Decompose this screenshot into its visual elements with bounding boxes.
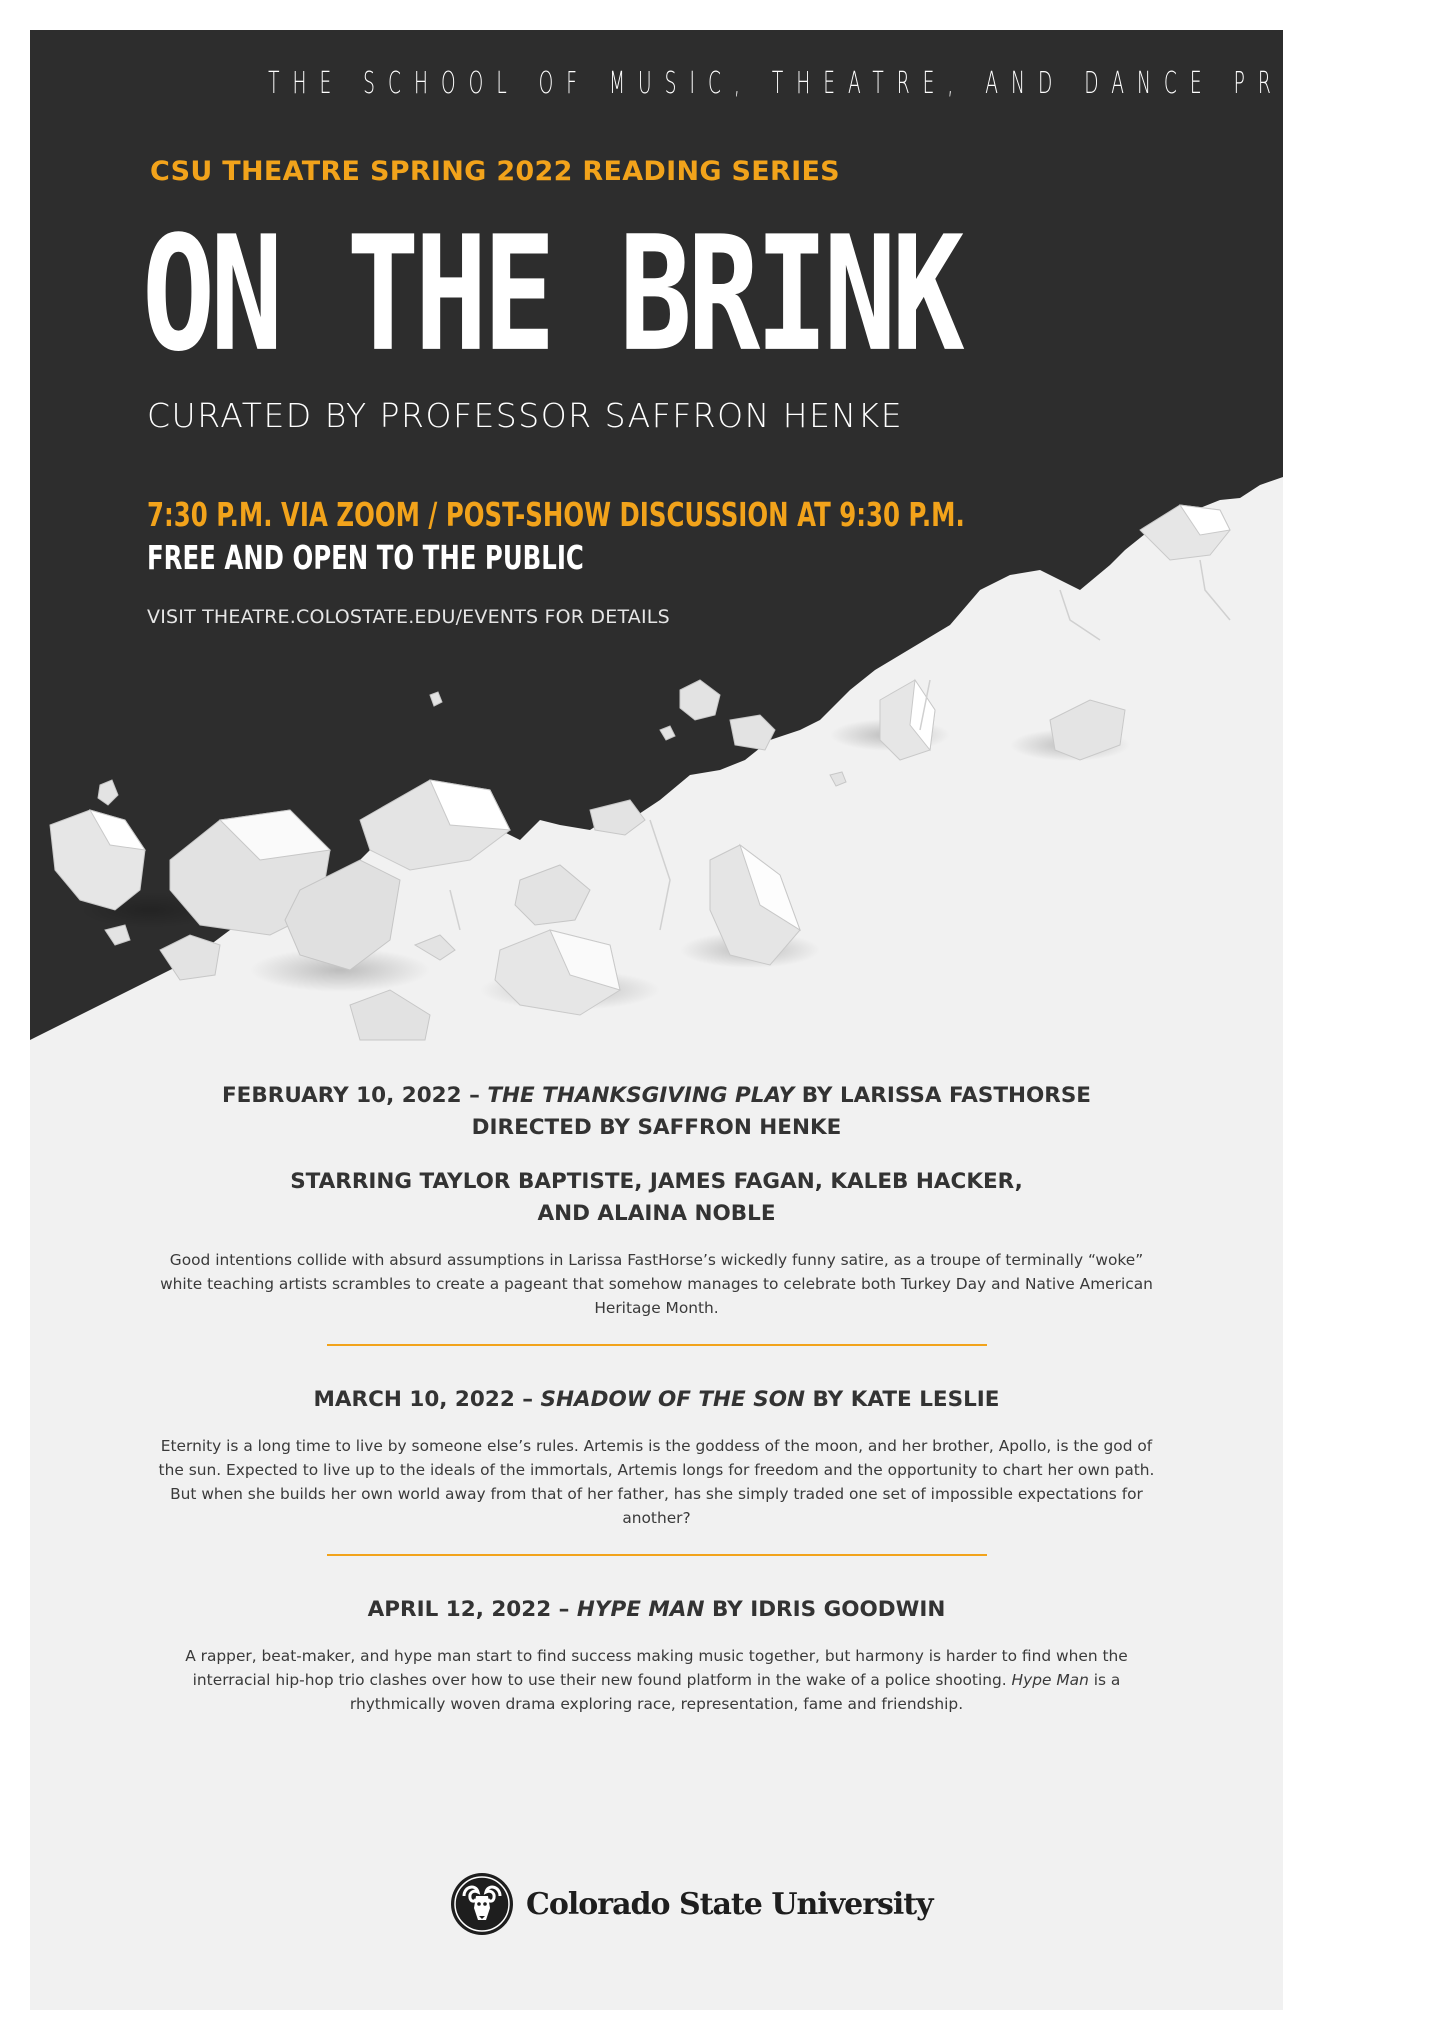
play-title: SHADOW OF THE SON [540,1387,805,1412]
rock [515,865,590,925]
event-date: FEBRUARY 10, 2022 – [222,1083,488,1108]
event-3 [30,1594,1283,1716]
description-text: is a rhythmically woven drama exploring race, representation, fame and friendship. [349,1671,1121,1713]
events-list [30,1080,1283,1716]
description-text: A rapper, beat-maker, and hype man start to find success making music together, but harmony is harder to find when the interracial hip-hop trio clashes over how to use their new found platform in the wake of a police shooting. [185,1647,1128,1689]
event-date: MARCH 10, 2022 – [313,1387,541,1412]
event-2 [30,1384,1283,1530]
event-heading [30,1080,1283,1112]
event-description: Good intentions collide with absurd assumptions in Larissa FastHorse’s wickedly funny satire, as a troupe of terminally “woke” white teaching artists scrambles to create a pageant that somehow manages to celebrate both Turkey Day and Native American Heritage Month. [160,1251,1153,1317]
event-heading [30,1384,1283,1416]
event-time: 7:30 P.M. VIA ZOOM / POST-SHOW DISCUSSION AT 9:30 P.M. [147,495,965,534]
presenter-line: THE SCHOOL OF MUSIC, THEATRE, AND DANCE PRESENTS [268,66,1434,101]
play-author: BY IDRIS GOODWIN [704,1597,946,1622]
ram-head-icon [450,1872,514,1936]
director-line: DIRECTED BY SAFFRON HENKE [471,1115,842,1140]
curator-line: CURATED BY PROFESSOR SAFFRON HENKE [147,396,904,435]
logo-lockup [450,1872,933,1936]
event-1 [30,1080,1283,1320]
series-title: CSU THEATRE SPRING 2022 READING SERIES [150,156,840,187]
description-italic: Hype Man [1011,1671,1089,1689]
admission-note: FREE AND OPEN TO THE PUBLIC [147,538,584,577]
rock [350,990,430,1040]
university-logo[interactable] [30,1872,1283,1952]
event-heading [30,1594,1283,1626]
cast-line: AND ALAINA NOBLE [537,1201,776,1226]
details-link[interactable]: VISIT THEATRE.COLOSTATE.EDU/EVENTS FOR DETAILS [147,606,670,628]
logo-text: Colorado State University [526,1886,933,1922]
rock [880,680,935,760]
play-title: HYPE MAN [576,1597,705,1622]
cast-line: STARRING TAYLOR BAPTISTE, JAMES FAGAN, KALEB HACKER, [290,1169,1023,1194]
play-author: BY LARISSA FASTHORSE [794,1083,1091,1108]
page-title: ON THE BRINK [142,202,960,387]
event-description: Eternity is a long time to live by someone else’s rules. Artemis is the goddess of the moon, and her brother, Apollo, is the god of the sun. Expected to live up to the ideals of the immortals, Artemis longs for freedom and the opportunity to chart her own path. But when she builds her own world away from that of her father, has she simply traded one set of impossible expectations for another? [158,1437,1155,1527]
play-author: BY KATE LESLIE [804,1387,1000,1412]
poster [30,30,1434,2010]
event-date: APRIL 12, 2022 – [367,1597,577,1622]
play-title: THE THANKSGIVING PLAY [487,1083,795,1108]
event-description [157,1644,1157,1716]
